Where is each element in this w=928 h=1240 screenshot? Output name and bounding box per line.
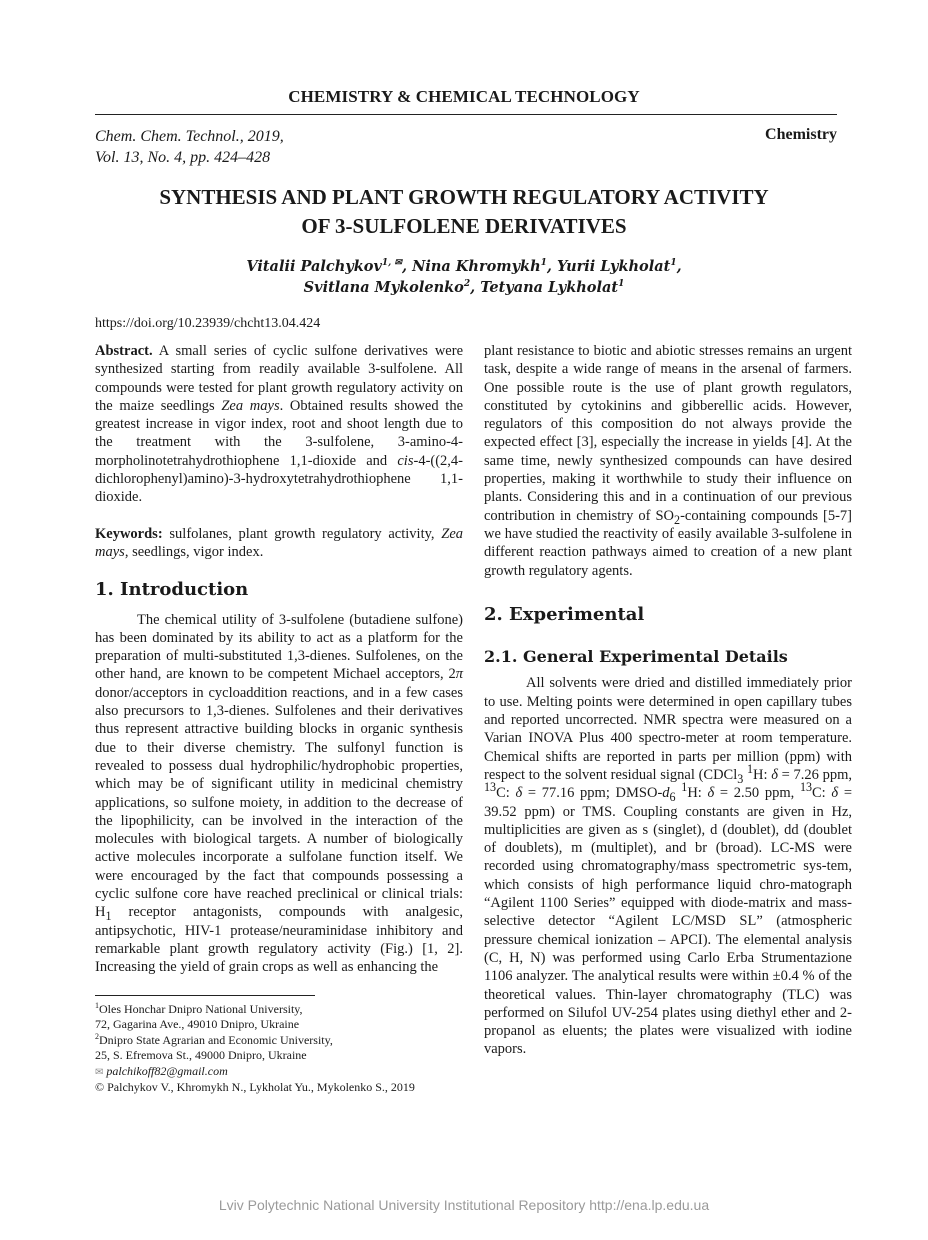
intro-heading: 1. Introduction xyxy=(95,579,249,601)
subscript: 6 xyxy=(669,790,676,805)
subscript: 1 xyxy=(105,909,112,924)
paper-title xyxy=(0,183,928,241)
subscript: 3 xyxy=(737,771,744,786)
right-column xyxy=(484,342,852,1059)
footnote-rule xyxy=(95,995,315,996)
author-name: Yurii Lykholat xyxy=(557,258,671,275)
delta-symbol: δ xyxy=(515,785,523,802)
email-address[interactable]: palchikoff82@gmail.com xyxy=(106,1063,228,1078)
body-text: receptor antagonists, compounds with analgesic, antipsychotic, HIV-1 protease/neuraminidase inhibitory and remarkable plant growth regulatory activity (Fig.) [1, 2]. Increasing the yield of grain crops as well as enhancing the xyxy=(95,904,463,976)
header-rule xyxy=(95,114,837,115)
footnote-number: 2 xyxy=(95,1031,99,1041)
superscript: 1 xyxy=(681,780,688,795)
mail-icon: ✉ xyxy=(95,1066,104,1078)
d-symbol: d xyxy=(662,785,670,802)
delta-symbol: δ xyxy=(771,766,778,783)
body-text: donor/acceptors in cycloaddition reactions, and in a few cases also precursors to 1,3-dienes. Sulfolenes and their derivatives thus represent attractive building blocks in organic synthesis due to their diverse chemistry. The sulfonyl function is revealed to possess dual hydrophilic/hydrophobic properties, which may be of significant utility in medicinal chemistry applications, so sulfone moiety, in addition to the decrease of the lipophilicity, can be involved in the interaction of the molecules with biological targets. A number of biologically active molecules incorporate a sulfolane function itself. We were encouraged by the fact that compounds possessing a cyclic sulfone core have reached preclinical or clinical trials: H xyxy=(95,684,463,921)
authors-line-2: Svitlana Mykolenko$^2$, Tetyana Lykholat$^1$ xyxy=(303,279,625,296)
abstract xyxy=(95,342,463,507)
title-line-2: OF 3-SULFOLENE DERIVATIVES xyxy=(301,214,627,238)
body-text: = 39.52 ppm) or TMS. Coupling constants are given in Hz, multiplicities are given as s (singlet), d (doublet), dd (doublet of doublets), m (multiplet), and br (broad). LC-MS were recorded using chromatography/mass spectrometric sys-tem, which consists of high performance liquid chro-matograph “Agilent 1100 Series” equipped with diode-matrix and mass-selective detector “Agilent LC/MSD SL” (atmospheric pressure chemical ionization – APCI). The elemental analysis (C, H, N) was performed using Carlo Erba Strumentazione 1106 analyzer. The analytical results were within ±0.4 % of the theoretical values. Thin-layer chromatography (TLC) was performed on Silufol UV-254 plates using diethyl ether and 2-propanol as eluents; the plates were visualized with iodine vapors. xyxy=(484,785,853,1058)
section-label: Chemistry xyxy=(765,126,837,143)
superscript: 1 xyxy=(747,762,754,777)
intro-paragraph xyxy=(95,611,463,977)
body-text: H: xyxy=(753,766,772,783)
left-column xyxy=(95,342,463,1096)
cis-prefix: cis xyxy=(397,452,414,469)
body-text: C: xyxy=(812,785,832,802)
citation-line-2: Vol. 13, No. 4, pp. 424–428 xyxy=(95,149,271,166)
general-details-heading: 2.1. General Experimental Details xyxy=(484,647,788,667)
delta-symbol: δ xyxy=(831,785,839,802)
experimental-heading: 2. Experimental xyxy=(484,603,645,625)
footnote-text: Dnipro State Agrarian and Economic University, xyxy=(99,1032,333,1047)
subscript: 2 xyxy=(674,512,681,527)
body-text: H: xyxy=(687,785,708,802)
author-affiliation: 1 xyxy=(618,279,625,290)
copyright: © Palchykov V., Khromykh N., Lykholat Yu., Mykolenko S., 2019 xyxy=(95,1080,415,1095)
authors-line-1: Vitalii Palchykov$^{1, ✉}$, Nina Khromykh$^1$, Yurii Lykholat$^1$, xyxy=(246,258,682,275)
abstract-text: -4-((2,4-dichlorophenyl)amino)-3-hydroxytetrahydrothiophene 1,1-dioxide. xyxy=(95,452,464,506)
doi-link[interactable]: https://doi.org/10.23939/chcht13.04.424 xyxy=(95,316,321,331)
author-name: Nina Khromykh xyxy=(412,258,541,275)
footnote-2 xyxy=(95,1033,463,1049)
footnote-number: 1 xyxy=(95,1000,99,1010)
title-line-1: SYNTHESIS AND PLANT GROWTH REGULATORY ACTIVITY xyxy=(159,185,769,209)
author-affiliation: 1 xyxy=(670,258,677,269)
journal-header: CHEMISTRY & CHEMICAL TECHNOLOGY xyxy=(288,87,640,106)
footnotes xyxy=(95,1002,463,1097)
body-text: All solvents were dried and distilled immediately prior to use. Melting points were determined in open capillary tubes and reported uncorrected. NMR spectra were measured on a Varian INOVA Plus 400 spectro-meter at room temperature. Chemical shifts are reported in parts per million (ppm) with respect to the solvent residual signal (CDCl xyxy=(484,675,852,783)
author-affiliation: 1 xyxy=(540,258,547,269)
author-list xyxy=(0,256,928,298)
repository-footer: Lviv Polytechnic National University Institutional Repository http://ena.lp.edu.ua xyxy=(218,1197,710,1213)
body-text: C: xyxy=(496,785,516,802)
species-name: Zea mays xyxy=(95,525,464,560)
abstract-text: . Obtained results showed the greatest increase in vigor index, root and shoot length due to the treatment with the 3-sulfolene, 3-amino-4-morpholinotetrahydrothiophene 1,1-dioxide and xyxy=(95,397,463,469)
footnote-text: Oles Honchar Dnipro National University, xyxy=(99,1001,303,1016)
superscript: 13 xyxy=(799,780,813,795)
footnote-2-address: 25, S. Efremova St., 49000 Dnipro, Ukraine xyxy=(95,1048,307,1063)
body-text: The chemical utility of 3-sulfolene (butadiene sulfone) has been dominated by its ability to act as a platform for the preparation of multi-substituted 1,3-dienes. Sulfolenes, on the other hand, are known to be competent Michael acceptors, 2 xyxy=(95,611,463,683)
experimental-paragraph xyxy=(484,674,852,1058)
citation-line-1: Chem. Chem. Technol., 2019, xyxy=(95,128,284,145)
body-text: plant resistance to biotic and abiotic stresses remains an urgent task, despite a wide range of means in the arsenal of farmers. One possible route is the use of plant growth regulators, constituted by cytokinins and gibberellic acids. However, regulators of this composition do not always provide the expected effect [3], especially the increase in yields [4]. At the same time, newly synthesized compounds can have desired properties, making it worthwhile to study their influence on plants. Considering this and in a continuation of our previous contribution in chemistry of SO xyxy=(484,343,852,524)
footnote-email xyxy=(95,1064,463,1081)
author-name: Tetyana Lykholat xyxy=(480,279,619,296)
citation xyxy=(95,126,284,168)
body-text: = 77.16 ppm; DMSO- xyxy=(522,785,663,802)
superscript: 13 xyxy=(484,780,497,795)
intro-continuation xyxy=(484,342,852,580)
author-name: Svitlana Mykolenko xyxy=(303,279,464,296)
author-affiliation: 2 xyxy=(463,279,471,290)
author-affiliation: 1, ✉ xyxy=(381,258,402,269)
author-name: Vitalii Palchykov xyxy=(246,258,382,275)
delta-symbol: δ xyxy=(707,785,715,802)
species-name: Zea mays xyxy=(221,397,280,414)
keywords xyxy=(95,525,463,562)
footnote-1-address: 72, Gagarina Ave., 49010 Dnipro, Ukraine xyxy=(95,1017,300,1032)
body-text: = 2.50 ppm, xyxy=(714,785,800,802)
body-text: = 7.26 ppm, xyxy=(777,766,852,783)
pi-symbol: π xyxy=(455,666,463,683)
abstract-label: Abstract. xyxy=(95,343,153,359)
abstract-text: A small series of cyclic sulfone derivatives were synthesized starting from readily available 3-sulfolene. All compounds were tested for plant growth regulatory activity on the maize seedlings xyxy=(95,343,464,414)
body-text: -containing compounds [5-7] we have studied the reactivity of easily available 3-sulfolene in different reaction pathways aimed to creation of a new plant growth regulatory agents. xyxy=(484,507,852,579)
keywords-label: Keywords: xyxy=(95,525,163,542)
keywords-text: , seedlings, vigor index. xyxy=(124,543,264,560)
footnote-1 xyxy=(95,1002,463,1018)
keywords-text: sulfolanes, plant growth regulatory activity, xyxy=(169,525,435,542)
